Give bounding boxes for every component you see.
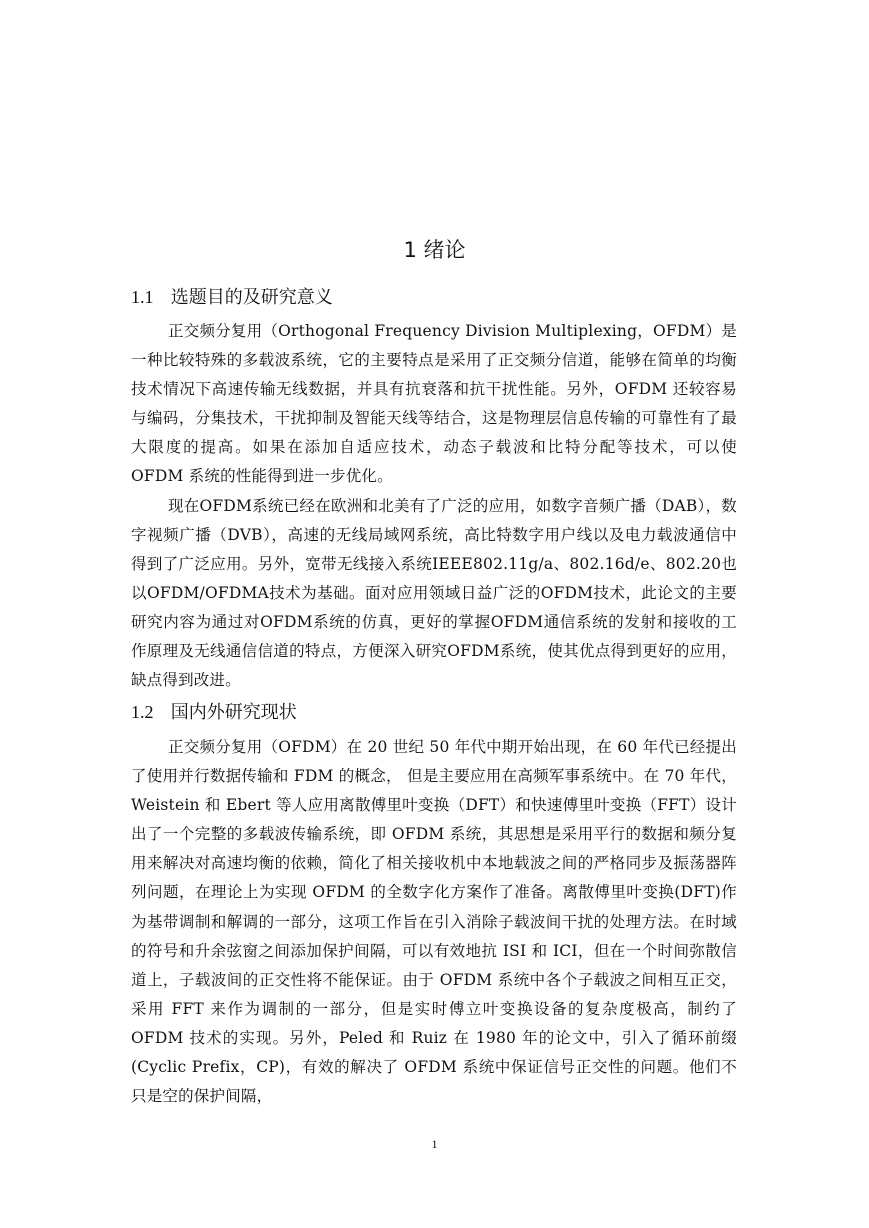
section-title: 国内外研究现状 <box>170 702 297 723</box>
chapter-title: 1 绪论 <box>403 238 466 262</box>
paragraph: 正交频分复用（Orthogonal Frequency Division Multiplexing，OFDM）是一种比较特殊的多载波系统，它的主要特点是采用了正交频分信道，能够在简单的均衡技术情况下高速传输无线数据，并具有抗衰落和抗干扰性能。另外，OFDM 还较容易与编码，分集技术，干扰抑制及智能天线等结合，这是物理层信息传输的可靠性有了最大限度的提高。如果在添加自适应技术，动态子载波和比特分配等技术，可以使 OFDM 系统的性能得到进一步优化。 <box>131 322 737 486</box>
paragraph: 现在OFDM系统已经在欧洲和北美有了广泛的应用，如数字音频广播（DAB），数字视频广播（DVB），高速的无线局域网系统，高比特数字用户线以及电力载波通信中得到了广泛应用。另外，宽带无线接入系统IEEE802.11g/a、802.16d/e、802.20也以OFDM/OFDMA技术为基础。面对应用领域日益广泛的OFDM技术，此论文的主要研究内容为通过对OFDM系统的仿真，更好的掌握OFDM通信系统的发射和接收的工作原理及无线通信信道的特点，方便深入研究OFDM系统，使其优点得到更好的应用，缺点得到改进。 <box>131 496 737 690</box>
section-number: 1.1 <box>131 287 154 307</box>
section-number: 1.2 <box>131 702 154 722</box>
section-body-1-2 <box>131 733 737 1111</box>
section-title: 选题目的及研究意义 <box>170 287 333 308</box>
page-number: 1 <box>431 1137 438 1151</box>
section-heading-1-2 <box>131 698 741 727</box>
paragraph: 正交频分复用（OFDM）在 20 世纪 50 年代中期开始出现，在 60 年代已经提出了使用并行数据传输和 FDM 的概念， 但是主要应用在高频军事系统中。在 70 年代，Weistein 和 Ebert 等人应用离散傅里叶变换（DFT）和快速傅里叶变换（FFT）设计出了一个完整的多载波传输系统，即 OFDM 系统，其思想是采用平行的数据和频分复用来解决对高速均衡的依赖，简化了相关接收机中本地载波之间的严格同步及振荡器阵列问题，在理论上为实现 OFDM 的全数字化方案作了准备。离散傅里叶变换(DFT)作为基带调制和解调的一部分，这项工作旨在引入消除子载波间干扰的处理方法。在时域的符号和升余弦窗之间添加保护间隔，可以有效地抗 ISI 和 ICI，但在一个时间弥散信道上，子载波间的正交性将不能保证。由于 OFDM 系统中各个子载波之间相互正交，采用 FFT 来作为调制的一部分，但是实时傅立叶变换设备的复杂度极高，制约了 OFDM 技术的实现。另外，Peled 和 Ruiz 在 1980 年的论文中，引入了循环前缀(Cyclic Prefix，CP)，有效的解决了 OFDM 系统中保证信号正交性的问题。他们不只是空的保护间隔， <box>131 738 737 1106</box>
section-body-1-1 <box>131 317 737 695</box>
section-heading-1-1 <box>131 283 741 312</box>
